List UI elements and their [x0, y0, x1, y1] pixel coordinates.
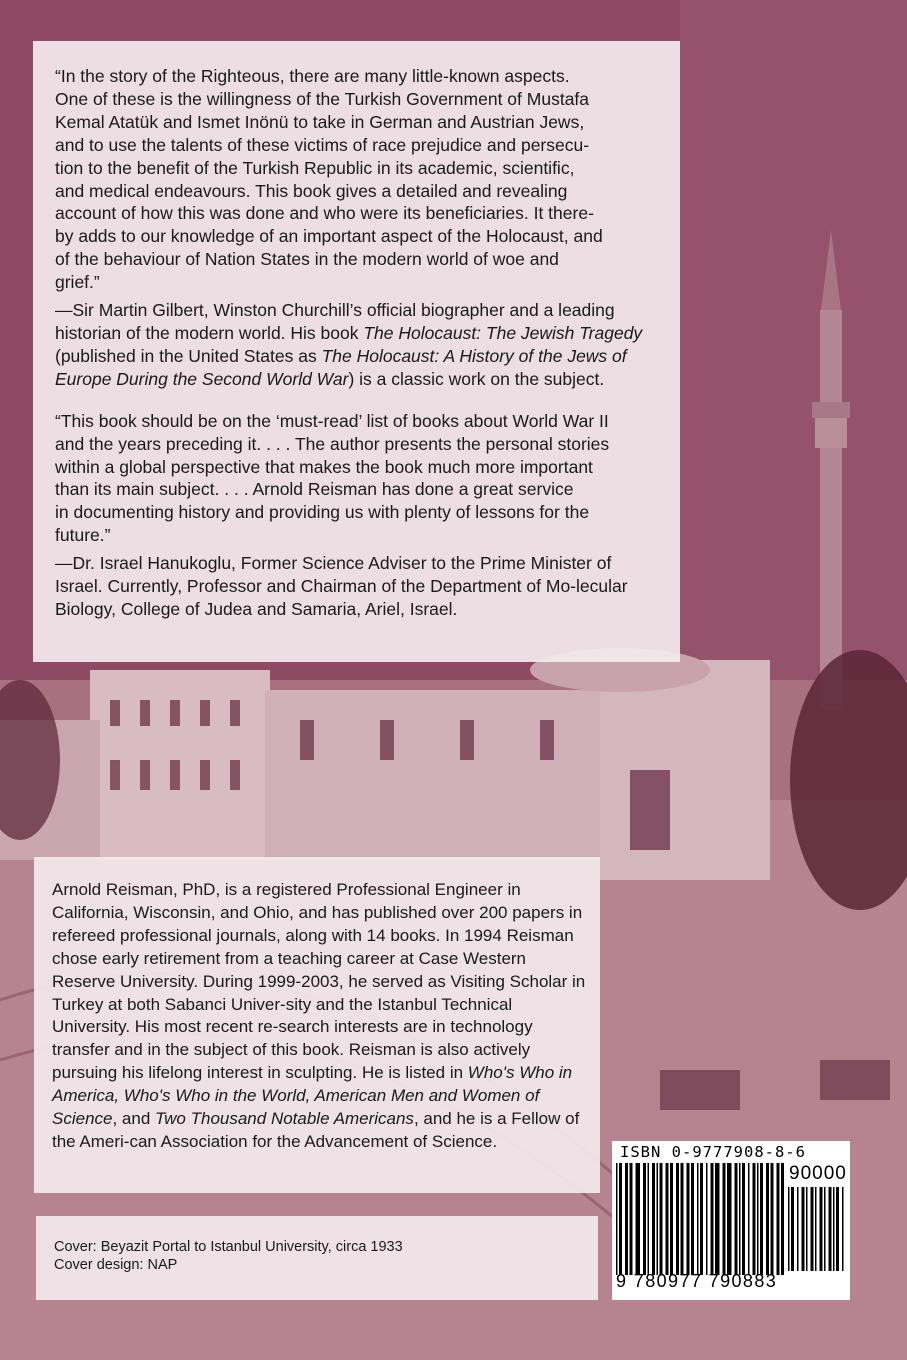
barcode-bar	[766, 1163, 769, 1275]
barcode-bar	[643, 1163, 646, 1275]
barcode-bar	[781, 1163, 784, 1275]
barcode-bar	[619, 1163, 622, 1275]
barcode-bar	[616, 1163, 618, 1275]
barcode-bar	[625, 1163, 628, 1275]
author-bio-text: Arnold Reisman, PhD, is a registered Professional Engineer in California, Wisconsin, and Ohio, and has published over 200 papers in refereed professional journals, along with 14 books. In 1994 Reisman chose early retirement from a teaching career at Case Western Reserve University. During 1999-2003, he served as Visiting Scholar in Turkey at both Sabanci Univer-sity and the Istanbul Technical University. His most recent re-search interests are in technology transfer and in the subject of this book. Reisman is also actively pursuing his lifelong interest in sculpting. He is listed in Who's Who in America, Who's Who in the World, American Men and Women of Science, and Two Thousand Notable Americans, and he is a Fellow of the Ameri-can Association for the Advancement of Science.	[52, 880, 586, 1151]
barcode-bar	[802, 1187, 805, 1271]
endorsements-panel	[33, 41, 680, 662]
quote-1-attribution: —Sir Martin Gilbert, Winston Churchill’s official biographer and a leading historian of the modern world. His book The Holocaust: The Jewish Tragedy (published in the United States as The Holocaust: A History of the Jews of Europe During the Second World War) is a classic work on the subject.	[55, 300, 643, 389]
barcode-bar	[715, 1163, 720, 1275]
quote-line: and to use the talents of these victims of race prejudice and persecu-	[55, 134, 590, 155]
barcode-bar	[727, 1163, 732, 1275]
cover-credits-panel	[36, 1216, 598, 1300]
barcode-bar	[630, 1163, 633, 1275]
price-addon-digits: 90000	[789, 1163, 847, 1184]
barcode-bar	[829, 1187, 832, 1271]
quote-line: and the years preceding it. . . . The author presents the personal stories	[55, 433, 610, 454]
barcode-bar	[681, 1163, 684, 1275]
barcode-bar	[697, 1163, 699, 1275]
barcode-bar	[757, 1163, 759, 1275]
quote-line: grief.”	[55, 272, 100, 293]
quote-line: within a global perspective that makes the book much more important	[55, 456, 593, 477]
barcode-bar	[811, 1187, 814, 1271]
ean-digits: 9 780977 790883	[616, 1271, 778, 1291]
barcode-bar	[652, 1163, 655, 1275]
quote-line: of the behaviour of Nation States in the modern world of woe and	[55, 249, 559, 270]
barcode-bar	[833, 1187, 835, 1271]
barcode-bar	[666, 1163, 669, 1275]
barcode-bar	[670, 1163, 673, 1275]
quote-line: and medical endeavours. This book gives a detailed and revealing	[55, 180, 568, 201]
barcode-bar	[648, 1163, 650, 1275]
quote-line: account of how this was done and who were its beneficiaries. It there-	[55, 203, 594, 224]
quote-line: in documenting history and providing us with plenty of lessons for the	[55, 502, 590, 523]
barcode-bar	[806, 1187, 808, 1271]
barcode-bar	[660, 1163, 663, 1275]
directory-title-notable: Two Thousand Notable Americans	[155, 1109, 414, 1129]
barcode-bar	[676, 1163, 679, 1275]
barcode-bar	[771, 1163, 774, 1275]
quote-2-text	[55, 410, 662, 547]
barcode-bar	[824, 1187, 826, 1271]
barcode-bar	[815, 1187, 817, 1271]
quote-line: “In the story of the Righteous, there are many little-known aspects.	[55, 66, 570, 86]
quote-line: One of these is the willingness of the Turkish Government of Mustafa	[55, 88, 590, 109]
quote-line: by adds to our knowledge of an important aspect of the Holocaust, and	[55, 226, 603, 247]
cover-credit: Cover: Beyazit Portal to Istanbul University, circa 1933	[54, 1239, 403, 1255]
barcode-bar	[706, 1163, 708, 1275]
directory-titles: Who's Who in America, Who's Who in the World, American Men and Women of Science	[52, 1063, 573, 1129]
barcode-bar	[820, 1187, 823, 1271]
barcode-bar	[797, 1187, 799, 1271]
barcode-bar	[657, 1163, 659, 1275]
quote-1	[55, 65, 662, 391]
book-title: The Holocaust: The Jewish Tragedy	[363, 322, 643, 343]
book-title-us: The Holocaust: A History of the Jews of Europe During the Second World War	[55, 345, 627, 389]
barcode-bar	[691, 1163, 694, 1275]
quote-2-attribution: —Dr. Israel Hanukoglu, Former Science Adviser to the Prime Minister of Israel. Currently, Professor and Chairman of the Department of Mo-lecular Biology, College of Judea and Samaria, Ariel, Israel.	[55, 553, 628, 619]
barcode-bar	[711, 1163, 714, 1275]
quote-line: “This book should be on the ‘must-read’ list of books about World War II	[55, 410, 609, 431]
barcode-bar	[723, 1163, 726, 1275]
barcode-bar	[687, 1163, 690, 1275]
quote-line: future.”	[55, 525, 111, 546]
quote-line: tion to the benefit of the Turkish Republic in its academic, scientific,	[55, 157, 575, 178]
barcode-bar	[739, 1163, 741, 1275]
author-bio-panel	[34, 857, 600, 1193]
addon-barcode-bars	[788, 1187, 844, 1271]
barcode-bar	[636, 1163, 641, 1275]
barcode-bar	[760, 1163, 763, 1275]
barcode-bar	[742, 1163, 745, 1275]
quote-line: Kemal Atatük and Ismet Inönü to take in German and Austrian Jews,	[55, 111, 585, 132]
barcode-bar	[842, 1187, 844, 1271]
ean-barcode-bars	[616, 1163, 784, 1275]
barcode-bar	[788, 1187, 790, 1271]
isbn-label: ISBN 0-9777908-8-6	[620, 1143, 806, 1161]
barcode-bar	[791, 1187, 794, 1271]
barcode-bar	[753, 1163, 756, 1275]
barcode-bar	[748, 1163, 750, 1275]
barcode-bar	[836, 1187, 839, 1271]
barcode-bar	[700, 1163, 703, 1275]
isbn-barcode	[612, 1141, 850, 1300]
barcode-bar	[777, 1163, 780, 1275]
quote-line: than its main subject. . . . Arnold Reisman has done a great service	[55, 479, 574, 500]
cover-design-credit: Cover design: NAP	[54, 1257, 178, 1273]
barcode-bar	[735, 1163, 738, 1275]
quote-1-text	[55, 65, 662, 294]
quote-2	[55, 410, 662, 621]
